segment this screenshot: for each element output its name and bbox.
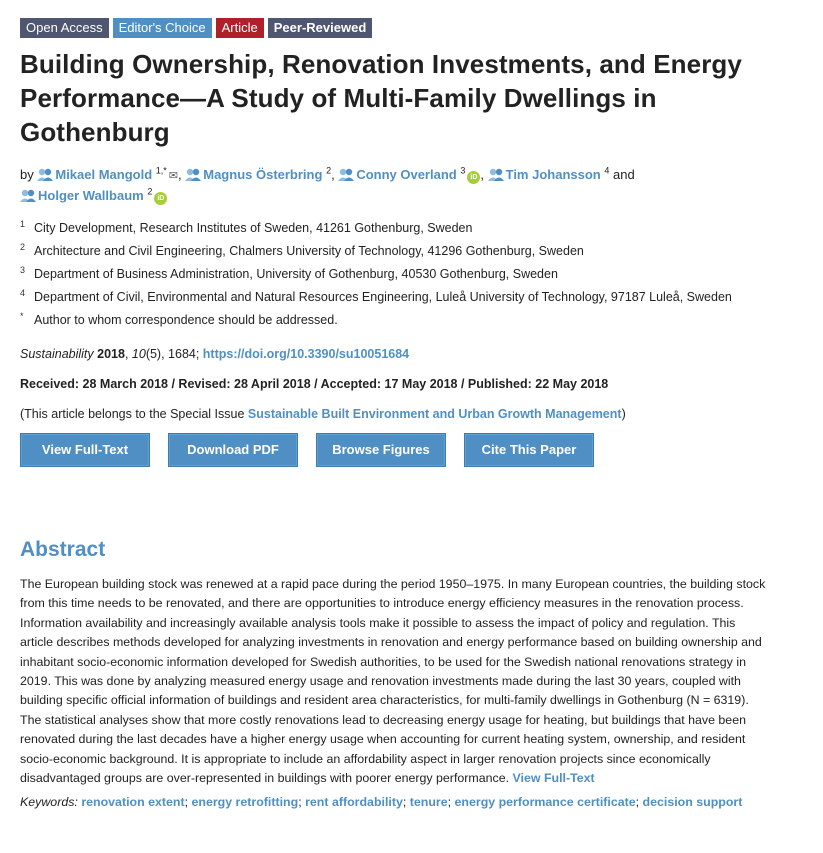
citation-year: 2018 xyxy=(97,347,125,361)
author-profile-icon xyxy=(37,168,53,181)
author-link[interactable]: Magnus Österbring xyxy=(203,167,323,182)
author-entry: Magnus Österbring $^2$, xyxy=(185,167,338,182)
author-link[interactable]: Holger Wallbaum xyxy=(38,188,144,203)
author-link[interactable]: Conny Overland xyxy=(356,167,457,182)
special-issue-suffix: ) xyxy=(621,407,626,421)
author-link[interactable]: Mikael Mangold xyxy=(55,167,153,182)
affiliation-text: Department of Business Administration, University of Gothenburg, 40530 Gothenburg, Sweden xyxy=(34,267,558,281)
keyword-link[interactable]: renovation extent xyxy=(81,795,185,810)
affiliation-number: 3 xyxy=(20,265,26,275)
keywords-label: Keywords: xyxy=(20,795,78,810)
journal-name: Sustainability xyxy=(20,347,94,361)
keyword-link[interactable]: tenure xyxy=(409,795,448,810)
affiliation-item xyxy=(20,263,810,286)
author-affil-sup: 4 xyxy=(604,165,610,176)
publication-dates: Received: 28 March 2018 / Revised: 28 April 2018 / Accepted: 17 May 2018 / Published: 22 May 2018 xyxy=(20,377,609,391)
affiliation-number: 1 xyxy=(20,219,26,229)
author-entry xyxy=(488,167,613,182)
citation-issue: (5) xyxy=(145,347,162,361)
affiliation-text: Author to whom correspondence should be addressed. xyxy=(34,313,338,327)
keywords-section: Keywords: renovation extent; energy retrofitting; rent affordability; tenure; energy performance certificate; decision support xyxy=(20,795,743,810)
author-profile-icon xyxy=(20,189,36,202)
author-profile-icon xyxy=(338,168,354,181)
author-affil-sup: 2 xyxy=(147,186,153,197)
cite-this-paper-button[interactable]: Cite This Paper xyxy=(464,433,594,467)
author-entry xyxy=(20,188,167,203)
affiliation-number: 2 xyxy=(20,242,26,252)
special-issue-note xyxy=(20,405,810,423)
abstract-body xyxy=(20,575,770,788)
citation-article: , 1684; xyxy=(161,347,203,361)
orcid-icon[interactable]: iD xyxy=(154,192,167,205)
keyword-link[interactable]: decision support xyxy=(642,795,743,810)
article-type-badge: Article xyxy=(216,18,264,38)
citation-volume: 10 xyxy=(131,347,146,361)
affiliation-item xyxy=(20,217,810,240)
affiliation-item xyxy=(20,286,810,309)
view-full-text-button[interactable]: View Full-Text xyxy=(20,433,150,467)
keyword-link[interactable]: energy retrofitting xyxy=(191,795,299,810)
peer-reviewed-badge: Peer-Reviewed xyxy=(268,18,373,38)
author-affil-sup: 3 xyxy=(460,165,466,176)
article-title: Building Ownership, Renovation Investments, and Energy Performance—A Study of Multi-Family Dwellings in Gothenburg xyxy=(20,49,742,147)
by-label: by xyxy=(20,167,34,182)
author-link[interactable]: Tim Johansson xyxy=(505,167,601,182)
affiliation-text: City Development, Research Institutes of Sweden, 41261 Gothenburg, Sweden xyxy=(34,221,473,235)
affiliation-item xyxy=(20,309,810,332)
keyword-link[interactable]: energy performance certificate xyxy=(454,795,636,810)
author-profile-icon xyxy=(185,168,201,181)
affiliation-item xyxy=(20,240,810,263)
and-label: and xyxy=(613,167,635,182)
editors-choice-badge[interactable]: Editor's Choice xyxy=(113,18,212,38)
author-profile-icon xyxy=(488,168,504,181)
orcid-icon[interactable]: iD xyxy=(467,171,480,184)
download-pdf-button[interactable]: Download PDF xyxy=(168,433,298,467)
author-entry: Conny Overland $^3$iD , xyxy=(338,167,487,182)
author-list xyxy=(20,165,810,205)
keyword-link[interactable]: rent affordability xyxy=(305,795,403,810)
abstract-heading: Abstract xyxy=(20,538,106,561)
abstract-view-full-text-link[interactable]: View Full-Text xyxy=(512,771,595,786)
special-issue-prefix: (This article belongs to the Special Issue xyxy=(20,407,248,421)
doi-link[interactable]: https://doi.org/10.3390/su10051684 xyxy=(202,347,410,361)
abstract-text: The European building stock was renewed at a rapid pace during the period 1950–1975. In many European countries, the building stock from this time needs to be renovated, and there are opportunities to introduce energy efficiency measures in the renovation process. Information availability and increasingly available analysis tools make it possible to assess the impact of policy and regulation. This article describes methods developed for analyzing investments in renovation and energy performance based on building ownership and inhabitant socio-economic information developed for Swedish authorities, to be used for the Swedish national renovations strategy in 2019. This was done by analyzing measured energy usage and renovation investments made during the last 30 years, coupled with building specific official information of buildings and resident area characteristics, for multi-family dwellings in Gothenburg (N = 6319). The statistical analyses show that more costly renovations lead to decreasing energy usage for heating, but buildings that have been renovated during the last decades have a higher energy usage when accounting for current heating system, ownership, and resident socio-economic background. It is appropriate to include an affordability aspect in larger renovation projects since economically disadvantaged groups are over-represented in buildings with poorer energy performance. xyxy=(20,577,766,786)
badge-row xyxy=(20,18,810,38)
article-header xyxy=(20,18,810,813)
affiliation-text: Architecture and Civil Engineering, Chalmers University of Technology, 41296 Gothenburg, Sweden xyxy=(34,244,584,258)
special-issue-link[interactable]: Sustainable Built Environment and Urban Growth Management xyxy=(247,407,622,421)
citation-line: Sustainability 2018, 10(5), 1684; https://doi.org/10.3390/su10051684 xyxy=(20,347,410,361)
email-icon[interactable]: ✉ xyxy=(168,170,179,182)
open-access-badge[interactable]: Open Access xyxy=(20,18,109,38)
browse-figures-button[interactable]: Browse Figures xyxy=(316,433,446,467)
affiliation-number: 4 xyxy=(20,288,26,298)
affiliation-number: * xyxy=(20,311,24,321)
action-buttons xyxy=(20,433,810,467)
author-affil-sup: 2 xyxy=(326,165,332,176)
author-affil-sup: 1,* xyxy=(155,165,167,176)
author-entry: Mikael Mangold $^{1,*}$ ✉, xyxy=(37,167,185,182)
affiliation-text: Department of Civil, Environmental and Natural Resources Engineering, Luleå University of Technology, 97187 Luleå, Sweden xyxy=(34,290,732,304)
affiliation-list xyxy=(20,217,810,332)
